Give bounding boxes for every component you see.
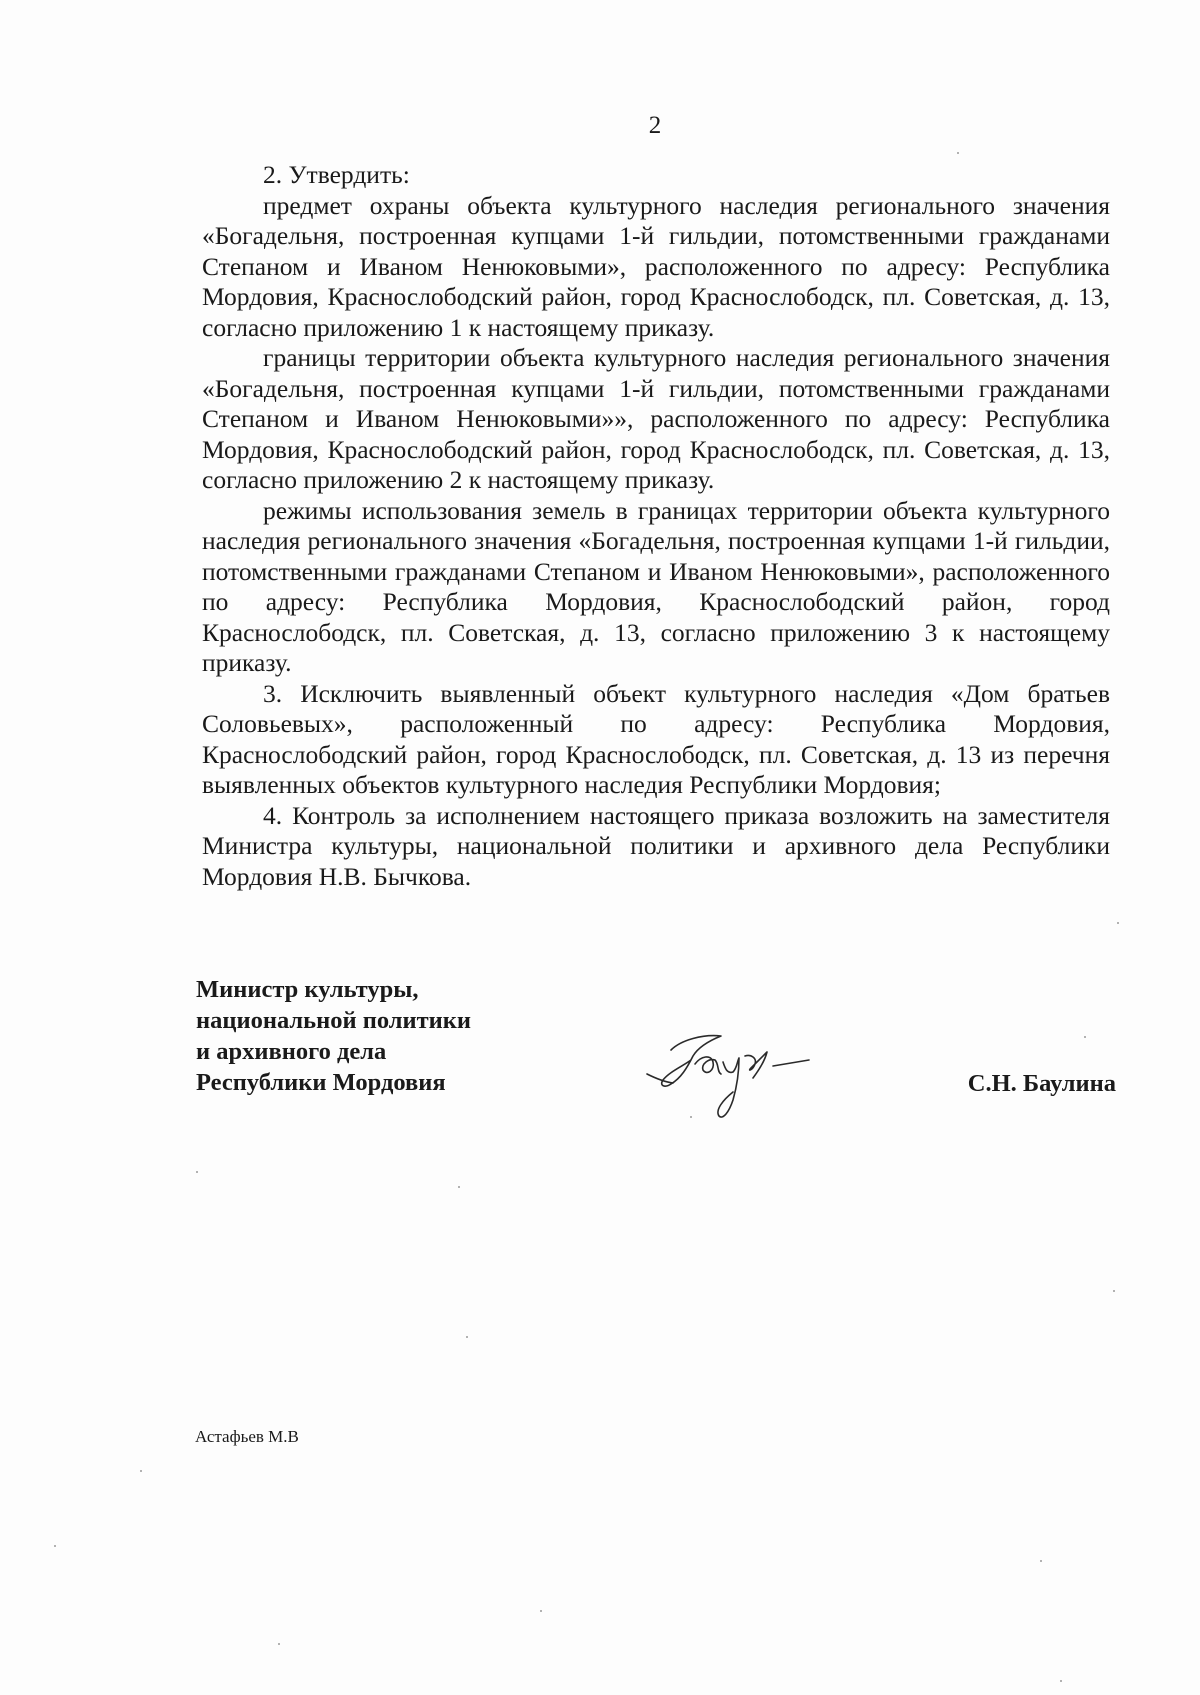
scan-speck — [466, 1336, 468, 1338]
signer-title-line: Министр культуры, — [196, 976, 419, 1003]
paragraph-approve-heading: 2. Утвердить: — [263, 160, 410, 189]
signer-title-line: Республики Мордовия — [196, 1069, 446, 1096]
scan-speck — [1060, 1680, 1062, 1682]
paragraph-exclude-object: 3. Исключить выявленный объект культурного наследия «Дом братьев Соловьевых», расположенный по адресу: Республика Мордовия, Краснослободский район, город Краснослободск, пл. Советская, д. 13 из перечня выявленных объектов культурного наследия Республики Мордовия; — [202, 678, 1110, 799]
signer-title-line: национальной политики — [196, 1007, 472, 1034]
document-body — [202, 160, 1110, 892]
paragraph-land-use-modes: режимы использования земель в границах территории объекта культурного наследия регионального значения «Богадельня, построенная купцами 1-й гильдии, потомственными гражданами Степаном и Иваном Ненюковыми», расположенного по адресу: Республика Мордовия, Краснослободский район, город Краснослободск, пл. Советская, д. 13, согласно приложению 3 к настоящему приказу. — [202, 495, 1110, 677]
scan-speck — [957, 152, 959, 154]
handwritten-signature — [641, 1012, 831, 1127]
scan-speck — [540, 1610, 542, 1612]
scan-speck — [1113, 1290, 1115, 1292]
scan-speck — [458, 1186, 460, 1188]
signer-title — [196, 974, 471, 1098]
scan-speck — [140, 1470, 142, 1472]
signer-name: С.Н. Баулина — [967, 1070, 1116, 1097]
executor-name: Астафьев М.В — [195, 1427, 299, 1446]
scan-speck — [54, 1545, 56, 1547]
signer-title-line: и архивного дела — [196, 1038, 387, 1065]
scan-speck — [1084, 1036, 1086, 1038]
scan-speck — [1040, 1560, 1042, 1562]
scan-speck — [690, 1116, 692, 1118]
scan-speck — [196, 1171, 198, 1173]
paragraph-control: 4. Контроль за исполнением настоящего приказа возложить на заместителя Министра культуры, национальной политики и архивного дела Республики Мордовия Н.В. Бычкова. — [202, 800, 1110, 891]
paragraph-protection-subject: предмет охраны объекта культурного наследия регионального значения «Богадельня, построенная купцами 1-й гильдии, потомственными гражданами Степаном и Иваном Ненюковыми», расположенного по адресу: Республика Мордовия, Краснослободский район, город Краснослободск, пл. Советская, д. 13, согласно приложению 1 к настоящему приказу. — [202, 190, 1110, 342]
paragraph-territory-boundaries: границы территории объекта культурного наследия регионального значения «Богадельня, построенная купцами 1-й гильдии, потомственными гражданами Степаном и Иваном Ненюковыми»», расположенного по адресу: Республика Мордовия, Краснослободский район, город Краснослободск, пл. Советская, д. 13, согласно приложению 2 к настоящему приказу. — [202, 343, 1110, 494]
page-number: 2 — [648, 112, 662, 139]
scan-speck — [1117, 922, 1119, 924]
signature-block — [196, 974, 1116, 1134]
scan-speck — [278, 1643, 280, 1645]
